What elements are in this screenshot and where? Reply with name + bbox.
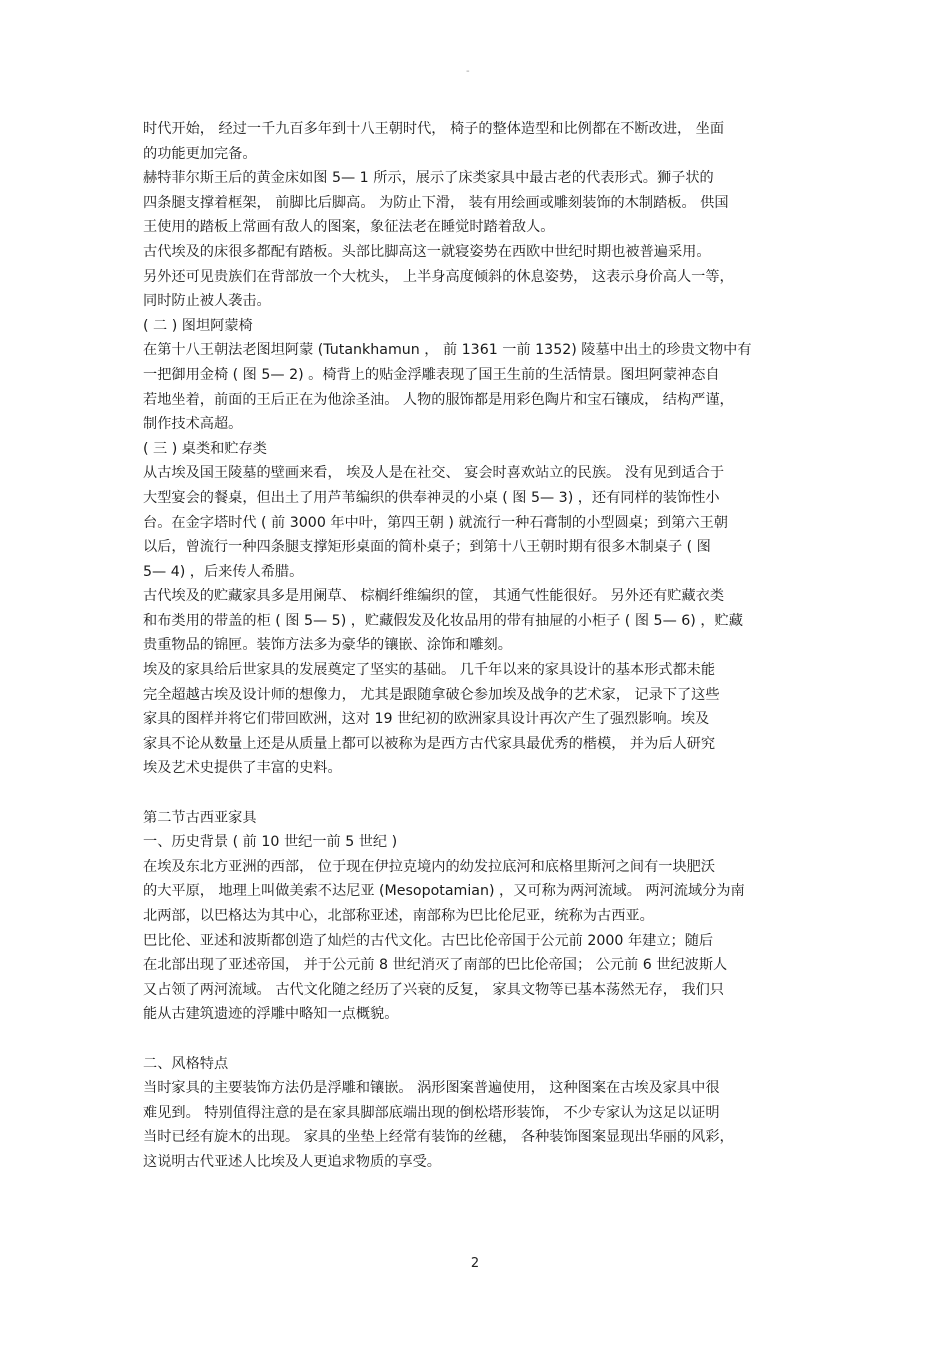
- text-line: 这说明古代亚述人比埃及人更追求物质的享受。: [143, 1153, 441, 1170]
- text-line: 贵重物品的锦匣。装饰方法多为豪华的镶嵌、涂饰和雕刻。: [143, 637, 512, 654]
- text-line: 在埃及东北方亚洲的西部， 位于现在伊拉克境内的幼发拉底河和底格里斯河之间有一块肥沃: [143, 858, 716, 875]
- text-line: 以后，曾流行一种四条腿支撑矩形桌面的简朴桌子；到第十八王朝时期有很多木制桌子 ( 图: [143, 539, 711, 556]
- text-line: 王使用的踏板上常画有敌人的图案，象征法老在睡觉时踏着敌人。: [143, 219, 555, 236]
- text-line: 和布类用的带盖的柜 ( 图 5— 5) ，贮藏假发及化妆品用的带有抽屉的小柜子 ( 图 5— 6) ，贮藏: [143, 612, 743, 629]
- text-line: 从古埃及国王陵墓的壁画来看， 埃及人是在社交、 宴会时喜欢站立的民族。 没有见到适合于: [143, 465, 725, 482]
- text-line: 的大平原， 地理上叫做美索不达尼亚 (Mesopotamian) ，又可称为两河流域。 两河流域分为南: [143, 883, 745, 900]
- text-line: 巴比伦、亚述和波斯都创造了灿烂的古代文化。古巴比伦帝国于公元前 2000 年建立；随后: [143, 932, 714, 949]
- text-line: 古代埃及的贮藏家具多是用阑草、 棕榈纤维编织的筐， 其通气性能很好。 另外还有贮藏衣类: [143, 588, 725, 605]
- text-line: 当时家具的主要装饰方法仍是浮雕和镶嵌。 涡形图案普遍使用， 这种图案在古埃及家具中很: [143, 1080, 720, 1097]
- text-line: 四条腿支撑着框架， 前脚比后脚高。 为防止下滑， 装有用绘画或雕刻装饰的木制踏板。 供国: [143, 194, 729, 211]
- text-line: 第二节古西亚家具: [143, 809, 257, 826]
- text-line: 另外还可见贵族们在背部放一个大枕头， 上半身高度倾斜的休息姿势， 这表示身价高人一等，: [143, 268, 734, 285]
- text-line: 大型宴会的餐桌，但出土了用芦苇编织的供奉神灵的小桌 ( 图 5— 3) ，还有同样的装饰性小: [143, 489, 720, 506]
- text-line: 在北部出现了亚述帝国， 并于公元前 8 世纪消灭了南部的巴比伦帝国； 公元前 6 世纪波斯人: [143, 957, 728, 974]
- text-line: 制作技术高超。: [143, 416, 243, 433]
- text-line: 时代开始， 经过一千九百多年到十八王朝时代， 椅子的整体造型和比例都在不断改进， 坐面: [143, 121, 725, 137]
- body-text: [143, 117, 808, 1175]
- text-line: 完全超越古埃及设计师的想像力， 尤其是跟随拿破仑参加埃及战争的艺术家， 记录下了这些: [143, 686, 720, 703]
- text-line: 古代埃及的床很多都配有踏板。头部比脚高这一就寝姿势在西欧中世纪时期也被普遍采用。: [143, 243, 711, 260]
- blank-line: [143, 781, 808, 806]
- text-line: 一把御用金椅 ( 图 5— 2) 。椅背上的贴金浮雕表现了国王生前的生活情景。图坦阿蒙神态自: [143, 366, 720, 383]
- text-line: 台。在金字塔时代 ( 前 3000 年中叶，第四王朝 ) 就流行一种石膏制的小型圆桌；到第六王朝: [143, 514, 728, 531]
- text-line: 家具不论从数量上还是从质量上都可以被称为是西方古代家具最优秀的楷模， 并为后人研究: [143, 735, 716, 752]
- text-line: ( 三 ) 桌类和贮存类: [143, 440, 267, 457]
- text-line: 赫特菲尔斯王后的黄金床如图 5— 1 所示，展示了床类家具中最古老的代表形式。狮子状的: [143, 170, 714, 187]
- header-mark: -: [466, 66, 470, 77]
- text-line: 北两部，以巴格达为其中心，北部称亚述，南部称为巴比伦尼亚，统称为古西亚。: [143, 908, 654, 924]
- text-line: 埃及的家具给后世家具的发展奠定了坚实的基础。 几千年以来的家具设计的基本形式都未能: [143, 662, 716, 679]
- text-line: 一、历史背景 ( 前 10 世纪一前 5 世纪 ): [143, 834, 398, 851]
- text-line: 能从古建筑遗迹的浮雕中略知一点概貌。: [143, 1006, 399, 1023]
- text-line: 若地坐着，前面的王后正在为他涂圣油。 人物的服饰都是用彩色陶片和宝石镶成， 结构严谨，: [143, 391, 734, 408]
- text-line: 5— 4) ，后来传人希腊。: [143, 563, 304, 580]
- text-line: 二、风格特点: [143, 1055, 229, 1072]
- text-line: 的功能更加完备。: [143, 145, 257, 162]
- text-line: 当时已经有旋木的出现。 家具的坐垫上经常有装饰的丝穗， 各种装饰图案显现出华丽的风彩，: [143, 1129, 734, 1146]
- text-line: 家具的图样并将它们带回欧洲，这对 19 世纪初的欧洲家具设计再次产生了强烈影响。埃及: [143, 711, 710, 728]
- text-line: 又占领了两河流域。 古代文化随之经历了兴衰的反复， 家具文物等已基本荡然无存， 我们只: [143, 981, 725, 998]
- text-line: 同时防止被人袭击。: [143, 293, 271, 310]
- page-number: 2: [470, 1256, 480, 1271]
- blank-line: [143, 1027, 808, 1052]
- text-line: 难见到。 特别值得注意的是在家具脚部底端出现的倒松塔形装饰， 不少专家认为这足以证明: [143, 1104, 720, 1121]
- text-line: 在第十八王朝法老图坦阿蒙 (Tutankhamun ， 前 1361 一前 1352) 陵墓中出土的珍贵文物中有: [143, 342, 752, 359]
- text-line: 埃及艺术史提供了丰富的史料。: [143, 760, 342, 777]
- text-line: ( 二 ) 图坦阿蒙椅: [143, 317, 253, 334]
